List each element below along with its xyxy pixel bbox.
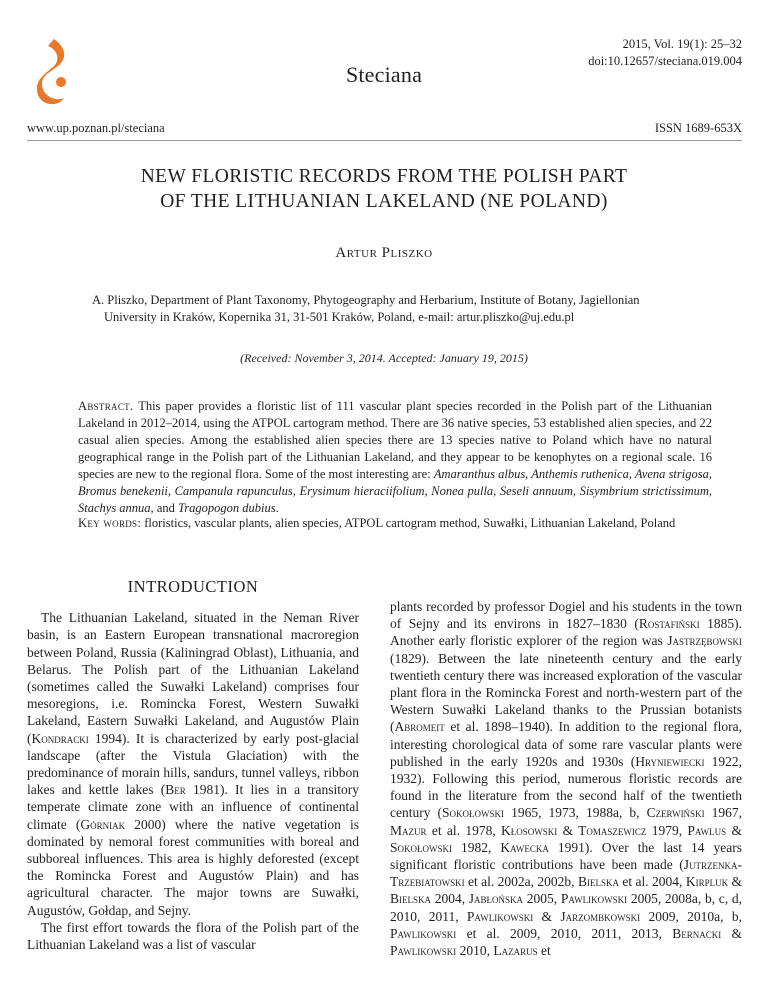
text-run: (1829). Between the late nineteenth century and the early twentieth century there was increased exploration of the vascular plant flora in the Romincka Forest and north-western part of the Western Suwałki Lakeland thanks to the Prussian botanists ( — [390, 650, 742, 735]
affiliation-line-2: University in Kraków, Kopernika 31, 31-501 Kraków, Poland, e-mail: artur.pliszko@uj.edu.pl — [104, 310, 575, 324]
citation-author: Ber — [165, 782, 186, 798]
text-run: 1922, 1932). Following this period, numerous floristic records are found in the literature from the second half of the twentieth century ( — [390, 753, 743, 821]
citation-author: Hryniewiecki — [635, 753, 705, 769]
citation-author: Jastrzębowski — [667, 633, 742, 649]
abstract-label: Abstract. — [78, 399, 134, 413]
citation-author: Rostafiński — [638, 616, 700, 632]
author-name: Artur Pliszko — [335, 245, 433, 261]
affiliation — [92, 292, 688, 326]
text-run: 1965, 1973, 1988a, b, — [504, 805, 647, 821]
text-run: 2005, 2008a, b, c, d, 2010, 2011, — [390, 891, 742, 924]
header-divider — [27, 140, 742, 141]
citation-author: Kirpluk & Bielska — [390, 874, 742, 907]
text-run: 2009, 2010a, b, — [640, 908, 742, 924]
text-run: 2010, — [456, 943, 494, 959]
citation-author: Mazur — [390, 822, 427, 838]
citation-author: Pawlikowski & Jarzombkowski — [466, 908, 641, 924]
citation-author: Pawlikowski — [390, 925, 457, 941]
article-title — [60, 164, 708, 214]
abstract-text: This paper provides a floristic list of 111 vascular plant species recorded in the Polish part of the Lithuanian Lakeland in 2012–2014, using the ATPOL cartogram method. There are 36 native species, 53 established alien species, and 22 casual alien species. Among the established alien species there are 13 species native to Poland which have no natural geographical range in the Polish part of the Lithuanian Lakeland, and they appear to be kenophytes on a regional scale. 16 species are new to the regional flora. Some of the most interesting are: — [78, 399, 712, 481]
citation-author: Sokołowski — [442, 805, 505, 821]
intro-paragraph-1 — [27, 609, 359, 919]
text-run: 1994). It is characterized by early post-glacial landscape (after the Vistula Glaciation) with the predominance of morain hills, sandurs, tunnel valleys, ribbon lakes and kettle lakes ( — [27, 730, 359, 798]
text-run: et al. 2009, 2010, 2011, 2013, — [456, 925, 673, 941]
received-dates: (Received: November 3, 2014. Accepted: January 19, 2015) — [240, 351, 528, 365]
title-line-1: NEW FLORISTIC RECORDS FROM THE POLISH PART — [140, 166, 628, 187]
text-run: 1979, — [646, 822, 688, 838]
abstract — [78, 398, 712, 517]
citation-author: Pawlikowski — [560, 891, 628, 907]
citation-author: Jutrzenka-Trzebiatowski — [390, 857, 742, 890]
body-column-left — [27, 578, 359, 953]
body-column-right — [390, 598, 742, 959]
journal-url[interactable]: www.up.poznan.pl/steciana — [27, 121, 165, 135]
citation-author: Bernacki & Pawlikowski — [390, 925, 743, 959]
intro-paragraph-2-continued — [390, 598, 742, 959]
keywords-label: Key words: — [78, 516, 142, 530]
journal-name: Steciana — [345, 62, 423, 87]
text-run: et al. 1898–1940). In addition to the regional flora, interesting chorological data of some rare vascular plants were published in the early 1920s and 1930s ( — [390, 719, 742, 769]
citation-author: Kondracki — [31, 730, 89, 746]
citation-author: Czerwiński — [646, 805, 705, 821]
text-run: 1885). Another early floristic explorer of the region was — [390, 616, 743, 649]
keywords — [78, 515, 712, 532]
text-run: 1981). It lies in a transitory temperate climate zone with an influence of continental climate ( — [27, 782, 359, 832]
citation-author: Górniak — [80, 816, 126, 832]
intro-paragraph-2: The first effort towards the flora of the Polish part of the Lithuanian Lakeland was a list of vascular — [27, 919, 359, 953]
citation-author: Bielska — [577, 874, 619, 890]
text-run: et al. 2004, — [618, 874, 686, 890]
text-run: et — [537, 943, 551, 959]
text-run: 1982, — [452, 839, 501, 855]
text-run: 1991). Over the last 14 years significant floristic contributions have been made ( — [390, 839, 742, 873]
abstract-and: and — [153, 501, 178, 515]
citation-author: Pawlus & Sokołowski — [390, 822, 742, 855]
text-run: 1967, — [704, 805, 742, 821]
title-line-2: OF THE LITHUANIAN LAKELAND (NE POLAND) — [160, 191, 608, 212]
citation-block — [588, 36, 742, 70]
text-run: 2004, — [431, 891, 469, 907]
citation-author: Abromeit — [394, 719, 445, 735]
citation-author: Kawecka — [500, 839, 549, 855]
keywords-text: floristics, vascular plants, alien species, ATPOL cartogram method, Suwałki, Lithuanian Lakeland, Poland — [144, 516, 676, 530]
abstract-end: . — [275, 501, 279, 515]
abstract-last-species: Tragopogon dubius — [178, 501, 276, 515]
text-run: et al. 1978, — [426, 822, 502, 838]
citation-author: Lazarus — [493, 943, 538, 959]
citation-author: Kłosowski & Tomaszewicz — [501, 822, 647, 838]
text-run: The Lithuanian Lakeland, situated in the Neman River basin, is an Eastern European transnational macroregion between Poland, Russia (Kaliningrad Oblast), Lithuania, and Belarus. The Polish part of the Lithuanian Lakeland (sometimes called the Suwałki Lakeland) comprises four mesoregions, i.e. Romincka Forest, Western Suwałki Lakeland, Eastern Suwałki Lakeland, and Augustów Plain ( — [27, 610, 359, 746]
text-run: plants recorded by professor Dogiel and his students in the town of Sejny and its environs in 1827–1830 ( — [390, 599, 742, 632]
citation-author: Jabłońska — [468, 891, 524, 907]
affiliation-line-1: A. Pliszko, Department of Plant Taxonomy, Phytogeography and Herbarium, Institute of Botany, Jagiellonian — [92, 293, 640, 307]
doi[interactable]: doi:10.12657/steciana.019.004 — [588, 54, 742, 68]
section-heading-introduction: INTRODUCTION — [127, 577, 259, 596]
volume-pages: 2015, Vol. 19(1): 25–32 — [622, 37, 742, 51]
issn: ISSN 1689-653X — [654, 121, 742, 135]
text-run: 2005, — [523, 891, 561, 907]
abstract-species-list: Amaranthus albus, Anthemis ruthenica, Avena strigosa, Bromus benekenii, Campanula rapunculus, Erysimum hieraciifolium, Nonea pulla, Seseli annuum, Sisymbrium strictissimum, Stachys annua, — [78, 467, 712, 515]
text-run: 2000) where the native vegetation is dominated by nemoral forest communities with boreal and subboreal influences. This area is highly deforested (except the Romincka Forest and Augustów Plain) and has agricultural character. The major towns are Suwałki, Augustów, Gołdap, and Sejny. — [27, 816, 359, 918]
text-run: et al. 2002a, 2002b, — [464, 874, 578, 890]
